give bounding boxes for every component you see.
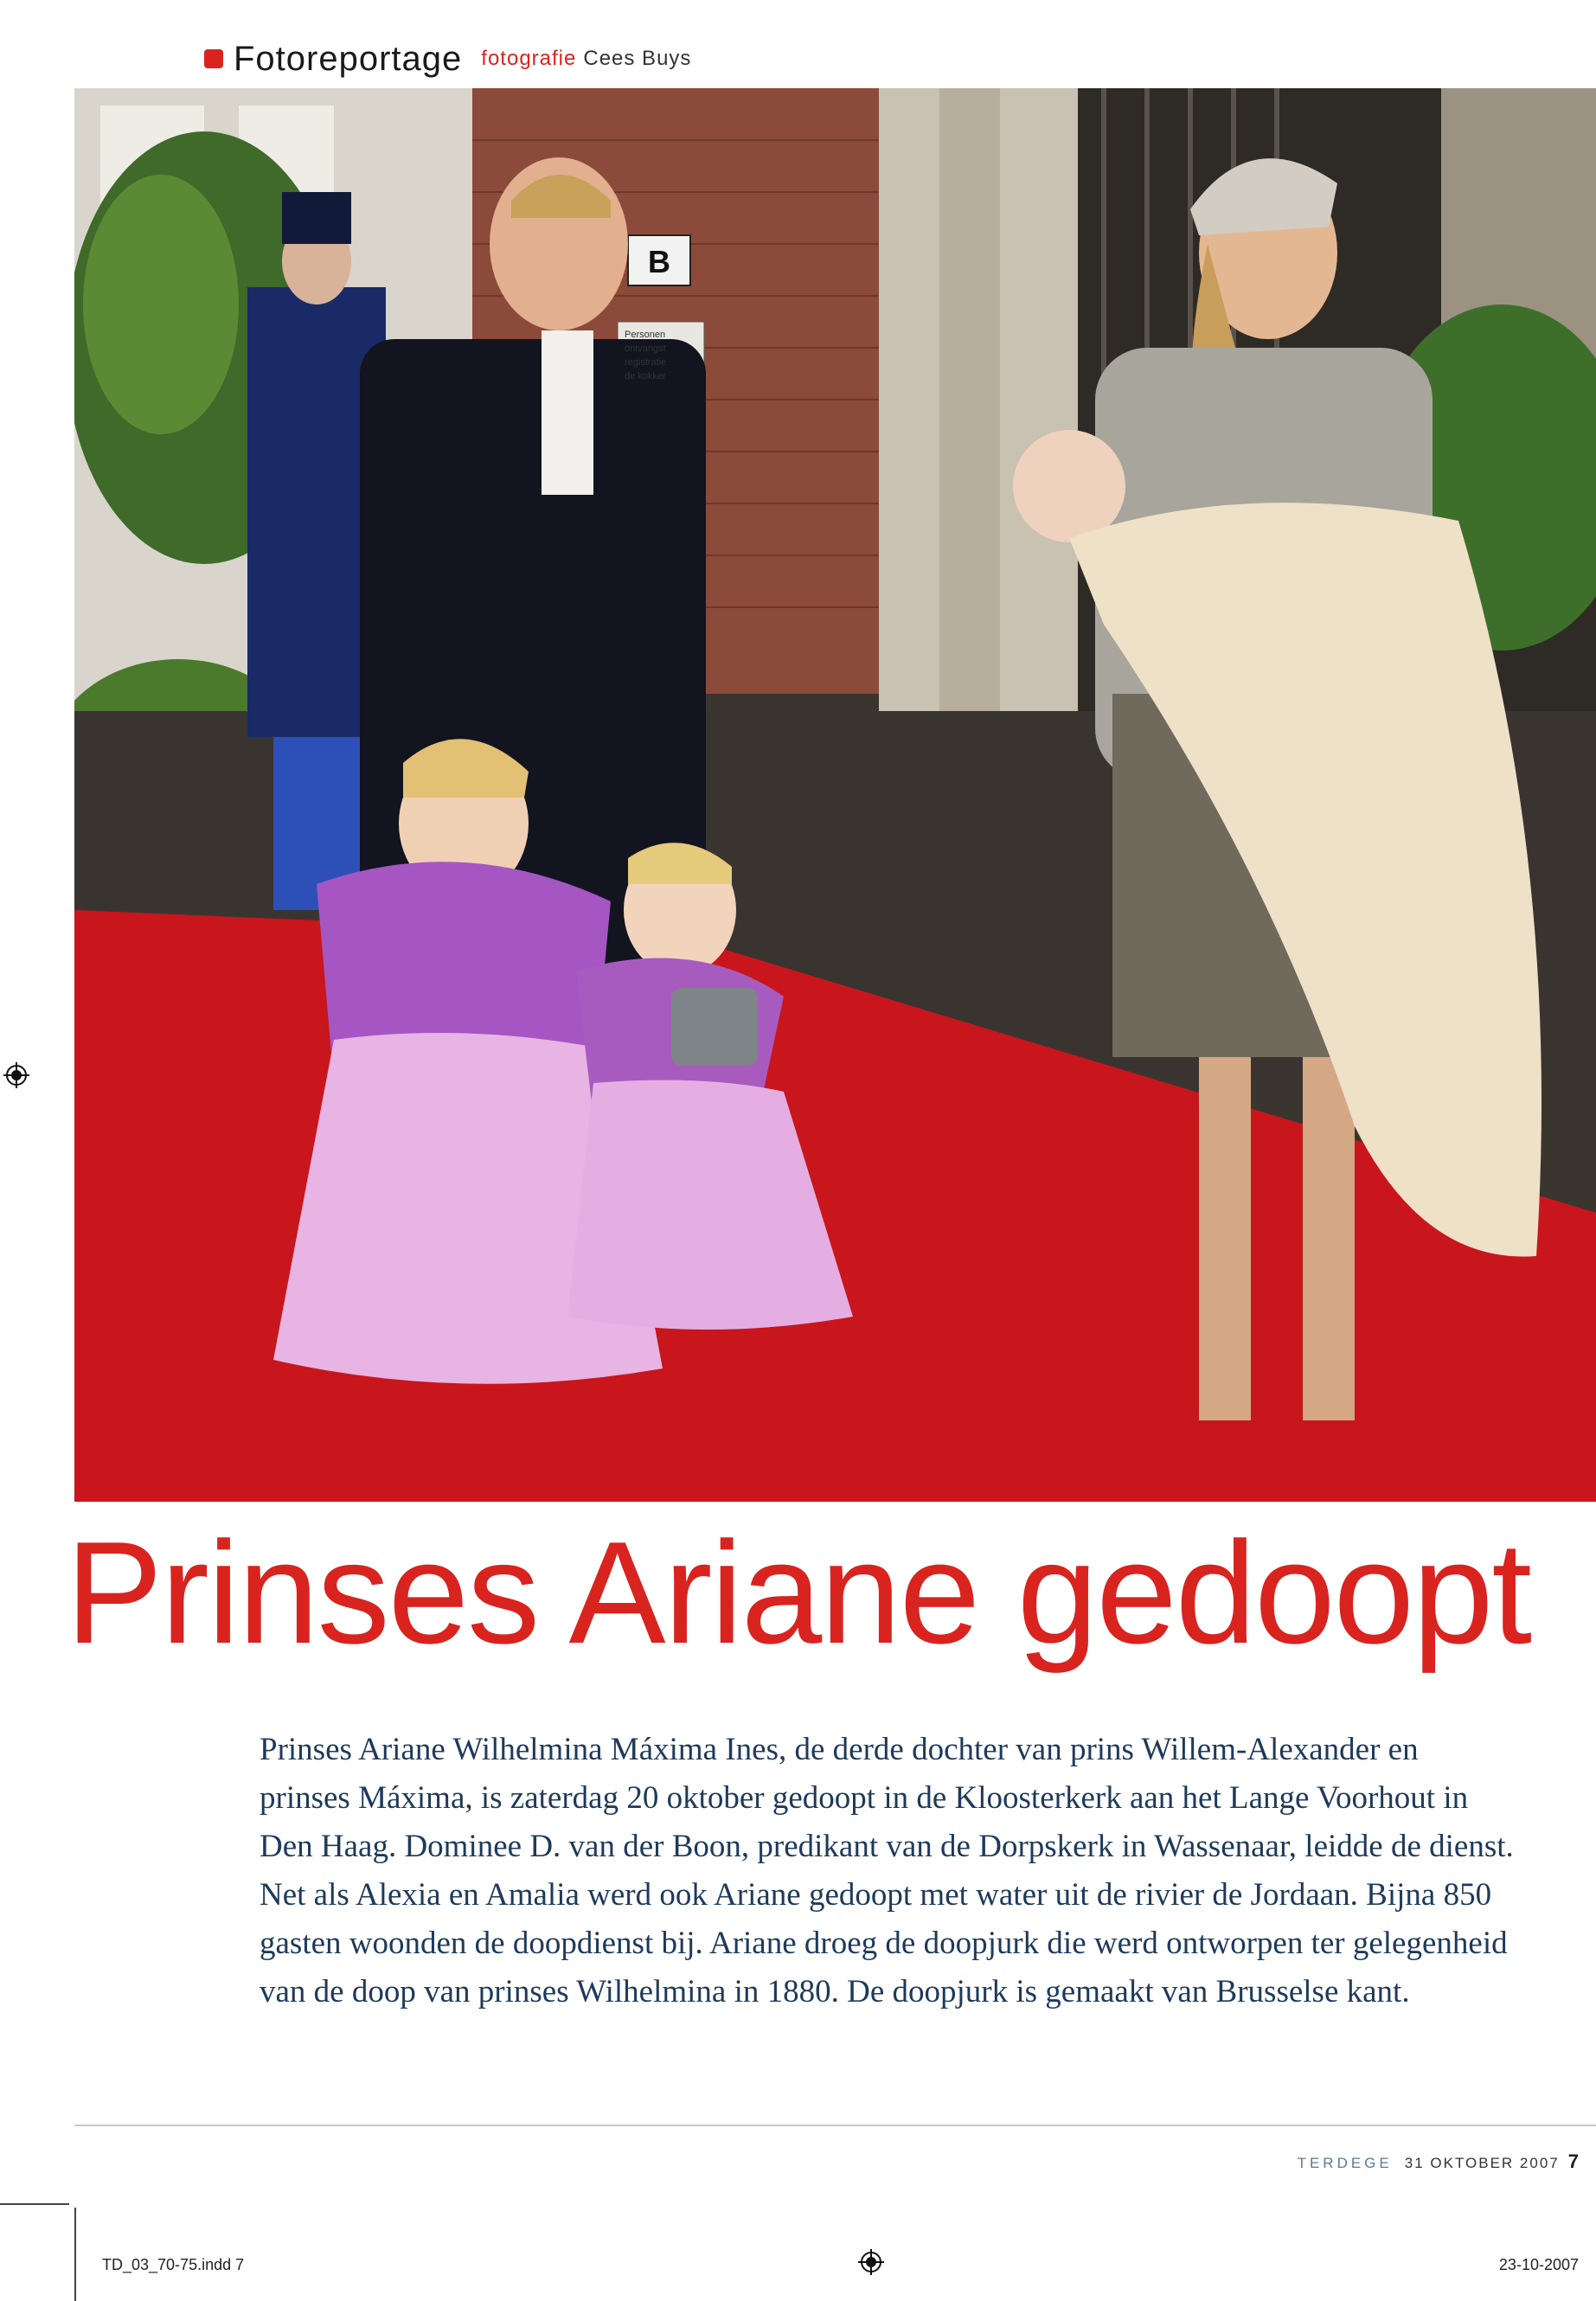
issue-date: 31 OKTOBER 2007: [1404, 2155, 1560, 2171]
photo-credit-label: fotografie: [481, 47, 577, 70]
sign-letter: B: [648, 244, 670, 279]
footer-rule: [74, 2125, 1596, 2126]
crop-mark: [0, 2203, 69, 2205]
sign-plaque-line: registratie: [625, 357, 667, 368]
photo-illustration: [74, 88, 1596, 1502]
headline: Prinses Ariane gedoopt: [65, 1511, 1531, 1674]
registration-mark-icon: [3, 1062, 29, 1088]
magazine-name: TERDEGE: [1297, 2155, 1393, 2171]
sign-plaque-line: de kokker: [625, 371, 666, 381]
article-body: Prinses Ariane Wilhelmina Máxima Ines, de derde dochter van prins Willem-Alexander en prinses Máxima, is zaterdag 20 oktober gedoopt in de Kloosterkerk aan het Lange Voorhout in Den Haag. Dominee D. van der Boon, predikant van de Dorpskerk in Wassenaar, leidde de dienst. Net als Alexia en Amalia werd ook Ariane gedoopt met water uit de rivier de Jordaan. Bijna 850 gasten woonden de doopdienst bij. Ariane droeg de doopjurk die werd ontworpen ter gelegenheid van de doop van prinses Wilhelmina in 1880. De doopjurk is gemaakt van Brusselse kant.: [260, 1732, 1514, 2009]
section-marker-icon: [204, 49, 223, 68]
page-header: [204, 33, 691, 85]
main-photo: [74, 88, 1596, 1502]
crop-mark: [74, 2208, 76, 2301]
slug-date: 23-10-2007: [1498, 2256, 1579, 2273]
page-number: 7: [1567, 2150, 1579, 2172]
sign-plaque-line: ontvangst: [625, 343, 666, 354]
slug-filename: TD_03_70-75.indd 7: [102, 2256, 245, 2273]
folio: [1298, 2150, 1579, 2173]
sign-plaque-line: Personen: [625, 330, 666, 340]
registration-mark-icon: [858, 2249, 884, 2275]
section-title: Fotoreportage: [234, 39, 463, 78]
photo-credit-name: Cees Buys: [583, 47, 692, 70]
